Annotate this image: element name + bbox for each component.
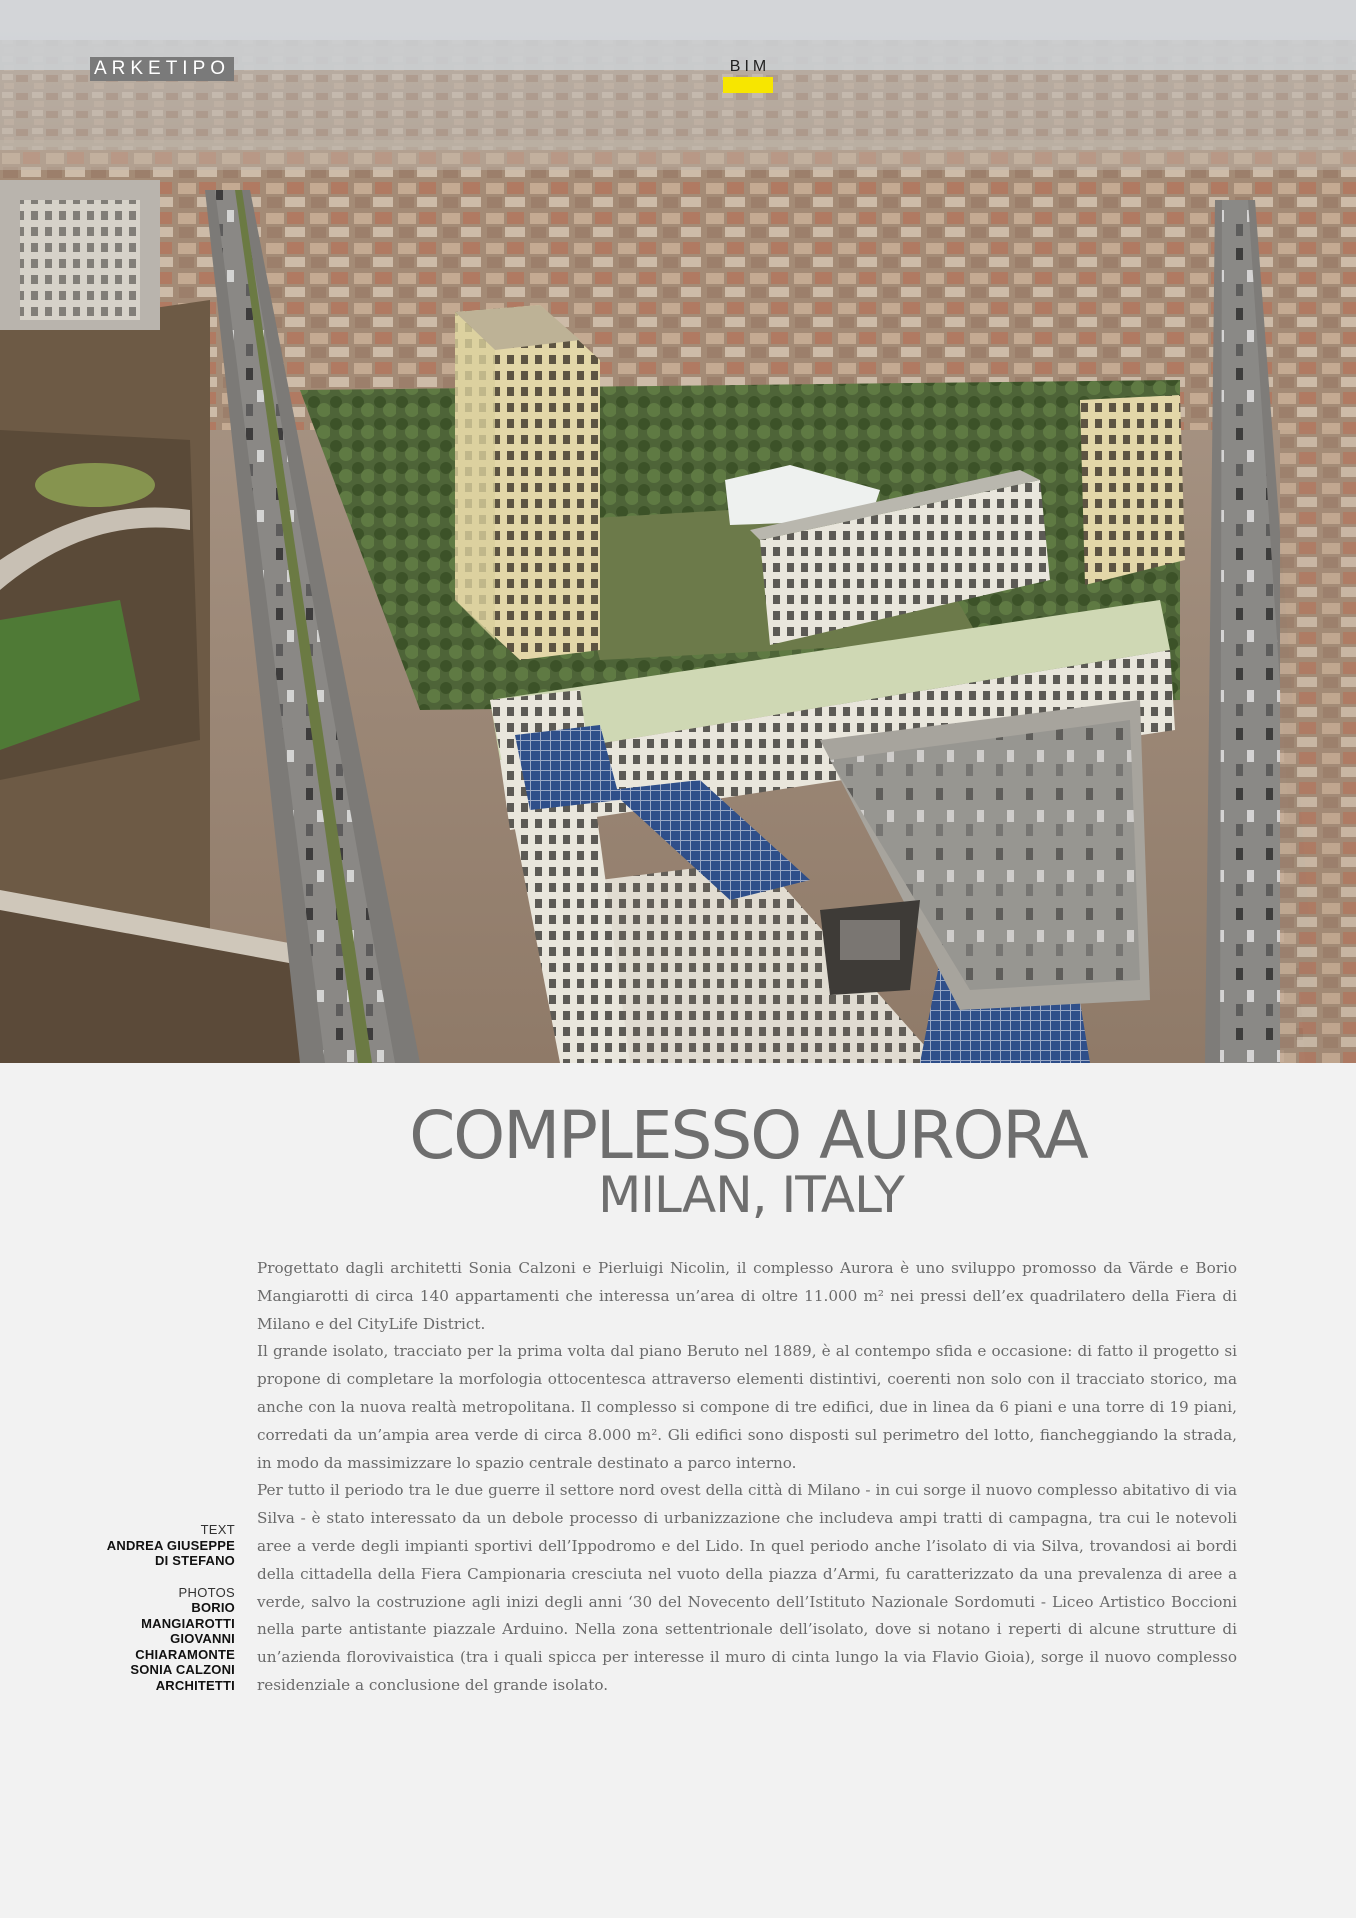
section-tag: [723, 58, 773, 93]
credit-photos-role: PHOTOS: [178, 1584, 235, 1600]
brand-tag: ARKETIPO: [90, 57, 234, 81]
credit-photos-name-6: ARCHITETTI: [155, 1677, 235, 1693]
credit-text-name-1: ANDREA GIUSEPPE: [106, 1537, 235, 1553]
credit-text-name-2: DI STEFANO: [154, 1553, 235, 1568]
credit-text-role: TEXT: [200, 1522, 235, 1537]
section-label: BIM: [729, 58, 771, 75]
body-paragraph-2: Il grande isolato, tracciato per la prima volta dal piano Beruto nel 1889, è al contempo sfida e occasione: di fatto il progetto si propone di completare la morfologia ottocentesca attraverso elementi distintivi, coerenti non solo con il tracciato storico, ma anche con la nuova realtà metropolitana. Il complesso si compone di tre edifici, due in linea da 6 piani e una torre di 19 piani, corredati da un’ampia area verde di circa 8.000 m². Gli edifici sono disposti sul perimetro del lotto, fiancheggiando la strada, in modo da massimizzare lo spazio centrale destinato a parco interno.: [257, 1342, 1237, 1472]
body-paragraph-1: Progettato dagli architetti Sonia Calzoni e Pierluigi Nicolin, il complesso Aurora è uno sviluppo promosso da Värde e Borio Mangiarotti di circa 140 appartamenti che interessa un’area di oltre 11.000 m² nei pressi dell’ex quadrilatero della Fiera di Milano e del CityLife District.: [257, 1259, 1237, 1333]
credit-photos-name-3: GIOVANNI: [170, 1631, 235, 1646]
article-subtitle: MILAN, ITALY: [598, 1166, 904, 1224]
credits: [35, 1522, 235, 1693]
article-title-block: [0, 1098, 1356, 1222]
credit-photos-name-2: MANGIAROTTI: [141, 1615, 235, 1631]
article-body: [257, 1255, 1237, 1700]
article-title: COMPLESSO AURORA: [409, 1097, 1087, 1174]
credit-photos-name-4: CHIARAMONTE: [135, 1646, 235, 1662]
section-accent-bar: [723, 77, 773, 93]
credit-photos-name-5: SONIA CALZONI: [130, 1662, 235, 1677]
body-paragraph-3: Per tutto il periodo tra le due guerre il settore nord ovest della città di Milano - in cui sorge il nuovo complesso abitativo di via Silva - è stato interessato da un debole processo di urbanizzazione che includeva ampi tratti di campagna, tra cui le notevoli aree a verde degli impianti sportivi dell’Ippodromo e del Lido. In quel periodo anche l’isolato di via Silva, trovandosi ai bordi della cittadella della Fiera Campionaria cresciuta nel vuoto della piazza d’Armi, fu caratterizzato da una prevalenza di aree a verde, salvo la costruzione agli inizi degli anni ‘30 del Novecento dell’Istituto Nazionale Sordomuti - Liceo Artistico Boccioni nella parte antistante piazzale Arduino. Nella zona settentrionale dell’isolato, dove si notano i reperti di alcune strutture di un’azienda florovivaistica (tra i quali spicca per interesse il muro di cinta lungo la via Flavio Gioia), sorge il nuovo complesso residenziale a conclusione del grande isolato.: [257, 1481, 1237, 1694]
credit-photos-name-1: BORIO: [191, 1600, 235, 1615]
